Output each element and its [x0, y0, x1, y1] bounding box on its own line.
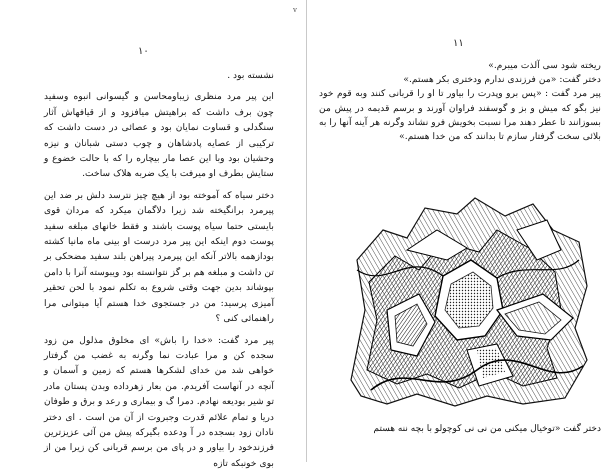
page-number: ۱۰: [138, 46, 149, 57]
paragraph: پیر مرد گفت: «خدا را باش» ای مخلوق مذلول من زود سجده کن و مرا عبادت نما وگرنه به غضب من گرفتار خواهی شد من خدای لشکرها هستم که زمین و آسمان و آنچه در آنهاست آفریدم. من بعار زهرداده وبدن پستان مادر تو شیر بودیعه نهادم. دمرا گ و بیماری و رعد و برق و طوفان دریا و تمام علائم قدرت وجبروت از آن من است . ای دختر نادان زود بسجده در آ ودعده بگیرکه پیش من آئی عزیزترین فرزندخود را بیاور و در پای من برسم قربانی کن زیرا من از بوی خونبکه تازه: [44, 333, 274, 471]
page-body-text: [319, 59, 601, 144]
ink-illustration: [347, 190, 591, 410]
left-page: [0, 0, 306, 462]
corner-mark: v: [293, 6, 297, 14]
page-number: ۱۱: [453, 38, 464, 49]
paragraph: پیر مرد گفت : «پس برو وپدرت را بیاور تا او را قربانی کنند وبه قوم خود نیز بگو که میش و بز و گوسفند فراوان آورند و برسم قدیمه در پیش من بسوزانند تا عطر دهند مرا نسبت بخویش فرو نشاند وگرنه هر آینه آنها را به بلائی سخت گرفتار سازم تا بدانند که من خدا هستم.»: [319, 87, 601, 144]
paragraph: این پیر مرد منظری زیباومحاسن و گیسوانی انبوه وسفید چون برف داشت که براهیتش میافزود و از قیافهاش آثار سنگدلی و قساوت نمایان بود و عصائی در دست داشت که ترکیبی از عصایه پادشاهان و چوب دستی شبانان و نیزه وحشیان بود وبا این عصا مار بیچاره را که با حالت خضوع و ستایش بطرف او میرفت با یک ضربه هلاک ساخت.: [44, 89, 274, 181]
page-body-text: [44, 68, 274, 471]
right-page: [307, 0, 613, 462]
paragraph: نشسته بود .: [44, 68, 274, 83]
paragraph: دختر گفت: «من فرزندی ندارم ودختری بکر هستم.»: [319, 73, 601, 87]
paragraph: ریخته شود سی آلذت میبرم.»: [319, 59, 601, 73]
paragraph: دختر سیاه که آموخته بود از هیچ چیز نترسد دلش بر ضد این پیرمرد برانگیخته شد زیرا دلاگمان میکرد که مردان قوی بایستی حتما سیاه پوست باشند و فقط خانهای مبلغه سفید پوست دوم اینکه این پیر مرد درست او بینی ماه مانیا کشته بودازهمه بالاتر آنکه این پیرمرد پیراهن بلند سفید مضحکی بر تن داشت و مبلغه هم بر گز نتوانسته بود ویبوسته آنرا با دامن بپوشاند بدین جهت وقتی شروع به تکلم نمود با لحن تحقیر آمیزی پرسید: من در جستجوی خدا هستم آیا میتوانی مرا راهنمائی کنی ؟: [44, 188, 274, 327]
illustration-caption: دختر گفت «توخیال میکنی من نی نی کوچولو با بچه ننه هستم: [319, 424, 601, 434]
